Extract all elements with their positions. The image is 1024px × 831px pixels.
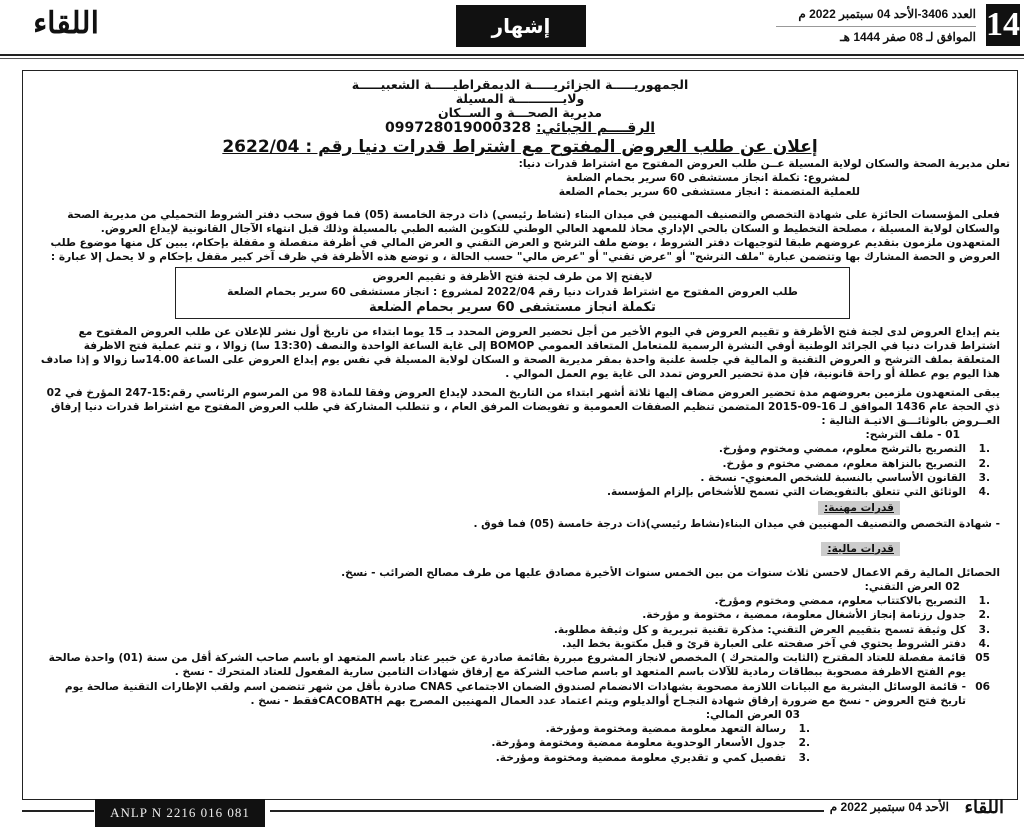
list-item: 06 - قائمة الوسائل البشرية مع البيانات اللازمة مصحوبة بشهادات الانضمام لصندوق الضمان الاجتماعي CNAS صادرة بأقل من شهر تتضمن اسم ولقب الإطارات التقنية صالحة يوم تاريخ فتح العروض - نسخ مع ضرورة إرفاق شهادة النجـاح أوالديلوم ويتم اعتماد عدد العمال المهنيين المصرح بهم CACOBATHفقط - نسخ . [64, 680, 990, 707]
footer-logo: اللقاء [964, 797, 1004, 818]
box-line: تكملة انجاز مستشفى 60 سرير بحمام الضلعة [369, 299, 656, 315]
section-1-title: 01 - ملف الترشح: [865, 429, 960, 442]
financial-capacity-title: قدرات مالية: [821, 542, 900, 556]
paragraph-1: فعلى المؤسسات الحائزة على شهادة التخصص والتصنيف المهنيين في ميدان البناء (نشاط رئيسي) ذات درجة الخامسة (05) فما فوق سحب دفتر الشروط التحميلي من مديرية الصحة والسكان لولاية المسيلة ، مصلحة التخطيط و السكان بالحي الإداري محاذ للمعهد العالي الوطني للتكوين الشبه الطبي بالمسيلة وذلك قبل انتهاء الآجال القانونية لإيداع العروض. [67, 208, 1000, 235]
issue-info [776, 7, 976, 44]
list-item: .2 جدول الأسعار الوحدوية معلومة ممضية ومختومة ومؤرخة. [491, 737, 810, 750]
directorate-heading: مديرية الصحـــة و الســكان [437, 105, 603, 120]
republic-heading: الجمهوريـــــة الجزائريـــــة الديمقراطيـــــة الشعبيـــــة [351, 77, 689, 92]
list-item: .2 التصريح بالنزاهة معلوم، ممضي مختوم و مؤرخ. [722, 457, 990, 470]
intro-text: تعلن مديرية الصحة والسكان لولاية المسيلة عــن طلب العروض المفتوح مع اشتراط قدرات دنيا: [518, 158, 1010, 170]
wilaya-heading: ولايـــــــــــة المسيلة [455, 91, 585, 106]
anlp-number: ANLP N 2216 016 081 [95, 799, 265, 827]
box-line: لايفتح إلا من طرف لجنة فتح الأظرفة و تقييم العروض [372, 271, 653, 284]
paragraph-2: المتعهدون ملزمون بتقديم عروضهم طبقا لتوجيهات دفتر الشروط ، يوضع ملف الترشح و العرض التقني و العرض المالي في أظرفة منفصلة و مقفلة بإحكام، يبين كل منها موضوع طلب العروض و الحصة المشارك بها وتتضمن عبارة "ملف الترشح" أو "عرض تقني" أو "عرض مالي" حسب الحالة ، و توضع هذه الأظرفة في ظرف آخر كبير مقفل بإحكام و لا يحمل إلا عبارة : [50, 237, 1000, 264]
operation-line: للعملية المتضمنة : انجاز مستشفى 60 سرير بحمام الضلعة [558, 186, 860, 199]
page-number: 14 [986, 4, 1020, 46]
ad-content [40, 77, 1010, 765]
footer-rule [22, 810, 94, 812]
list-item: .4 دفتر الشروط يحتوي في آخر صفحته على العبارة قرئ و قبل مكتوبة بخط اليد. [561, 637, 990, 650]
list-item: .3 كل وثيقة تسمح بتقييم العرض التقني: مذكرة تقنية تبريرية و كل وثيقة مطلوبة. [553, 623, 990, 636]
newspaper-logo: اللقاء [33, 6, 99, 41]
hijri-date: الموافق لـ 08 صفر 1444 هـ [776, 26, 976, 44]
professional-capacity-title: قدرات مهنية: [818, 501, 900, 515]
list-item: .1 التصريح بالترشح معلوم، ممضي ومختوم ومؤرخ. [718, 443, 990, 456]
list-item: .1 رسالة التعهد معلومة ممضية ومختومة ومؤرخة. [545, 723, 810, 736]
header-rule [0, 54, 1024, 59]
list-item: .2 جدول رزنامة إنجاز الأشغال معلومة، ممضية ، مختومة و مؤرخة. [642, 609, 990, 622]
list-item: .1 التصريح بالاكتتاب معلوم، ممضي ومختوم ومؤرخ. [714, 595, 990, 608]
section-title: إشهار [456, 5, 586, 47]
professional-capacity-text: - شهادة التخصص والتصنيف المهنيين في ميدان البناء(نشاط رئيسي)ذات درجة خامسة (05) فما فوق . [473, 518, 1000, 531]
issue-line: العدد 3406-الأحد 04 سبتمبر 2022 م [798, 7, 976, 21]
tax-id: الرقــــم الجبائي: 099728019000328 [384, 120, 656, 136]
paragraph-3: يتم إيداع العروض لدى لجنة فتح الأظرفة و تقييم العروض في اليوم الأخير من أجل تحضير العروض المحدد بـ 15 يوما ابتداء من تاريخ أول نشر للإعلان عن طلب العروض المفتوح مع اشتراط قدرات دنيا في الجرائد الوطنية أوفي النشرة الرسمية للمتعامل المتعاقد العمومي BOMOP إلى غاية الساعة الواحدة والنصف (13:30 سا) زوالا ، و تتم عملية فتح الاظرفة المتعلقة بملف الترشح و العروض التقنية و المالية في جلسة علنية واحدة بمقر مديرية الصحة و السكان لولاية المسيلة في نفس يوم إيداع العروض على الساعة 14.00سا زوالا و إذا صادف هذا اليوم يوم عطلة أو راحة قانونية، فإن مدة تحضير العروض تمدد الى غاية يوم العمل الموالي . [40, 325, 1000, 381]
paragraph-4: يبقى المتعهدون ملزمين بعروضهم مدة تحضير العروض مضاف إليها ثلاثة أشهر ابتداء من التاريخ المحدد لإيداع العروض وفقا للمادة 98 من المرسوم الرئاسي رقم:15-247 المؤرخ في 02 ذي الحجة عام 1436 الموافق لـ 16-09-2015 المتضمن تنظيم الصفقات العمومية و تفويضات المرفق العام ، و تتطلب المشاركة في طلب العروض المفتوح مع اشتراط قدرات دنيا إرفاق العــروض بالوثائـــق الاتيـة التالية : [46, 386, 1000, 428]
footer-date: الأحد 04 سبتمبر 2022 م [829, 800, 949, 814]
financial-capacity-text: الحصائل المالية رقم الاعمال لاحسن ثلاث سنوات من بين الخمس سنوات الأخيرة مصادق عليها من طرف مصالح الضرائب - نسخ. [341, 566, 1000, 579]
footer-rule [270, 810, 824, 812]
section-2-title: 02 العرض التقني: [864, 581, 960, 594]
ad-title: إعلان عن طلب العروض المفتوح مع اشتراط قدرات دنيا رقم : 2622/04 [222, 137, 818, 157]
box-line: طلب العروض المفتوح مع اشتراط قدرات دنيا رقم 2022/04 لمشروع : انجاز مستشفى 60 سرير بحمام الضلعة [227, 285, 798, 298]
list-item: .3 تفصيل كمي و تقديري معلومة ممضية ومختومة ومؤرخة. [495, 751, 810, 764]
envelope-box [175, 267, 850, 318]
project-line: لمشروع: تكملة انجاز مستشفى 60 سرير بحمام الضلعة [566, 172, 850, 185]
section-3-title: 03 العرض المالي: [705, 708, 800, 721]
list-item: .3 القانون الأساسي بالنسبة للشخص المعنوي- نسخة . [700, 471, 990, 484]
list-item: 05 قائمة مفصلة للعتاد المقترح (الثابت والمتحرك ) المخصص لانجاز المشروع مبررة بقائمة صادرة عن خبير عتاد باسم المتعهد او باسم صاحب الشركة أقل من سنة (01) واحدة صالحة يوم الفتح الاظرفة مصحوبة ببطاقات رمادية للآلات باسم المتعهد او باسم صاحب الشركة مع إرفاق شهادات التامين سارية المفعول للعتاد المتحرك - نسخ . [48, 652, 990, 679]
list-item: .4 الوثائق التي تتعلق بالتفويضات التي تسمح للأشخاص بإلزام المؤسسة. [607, 486, 990, 499]
